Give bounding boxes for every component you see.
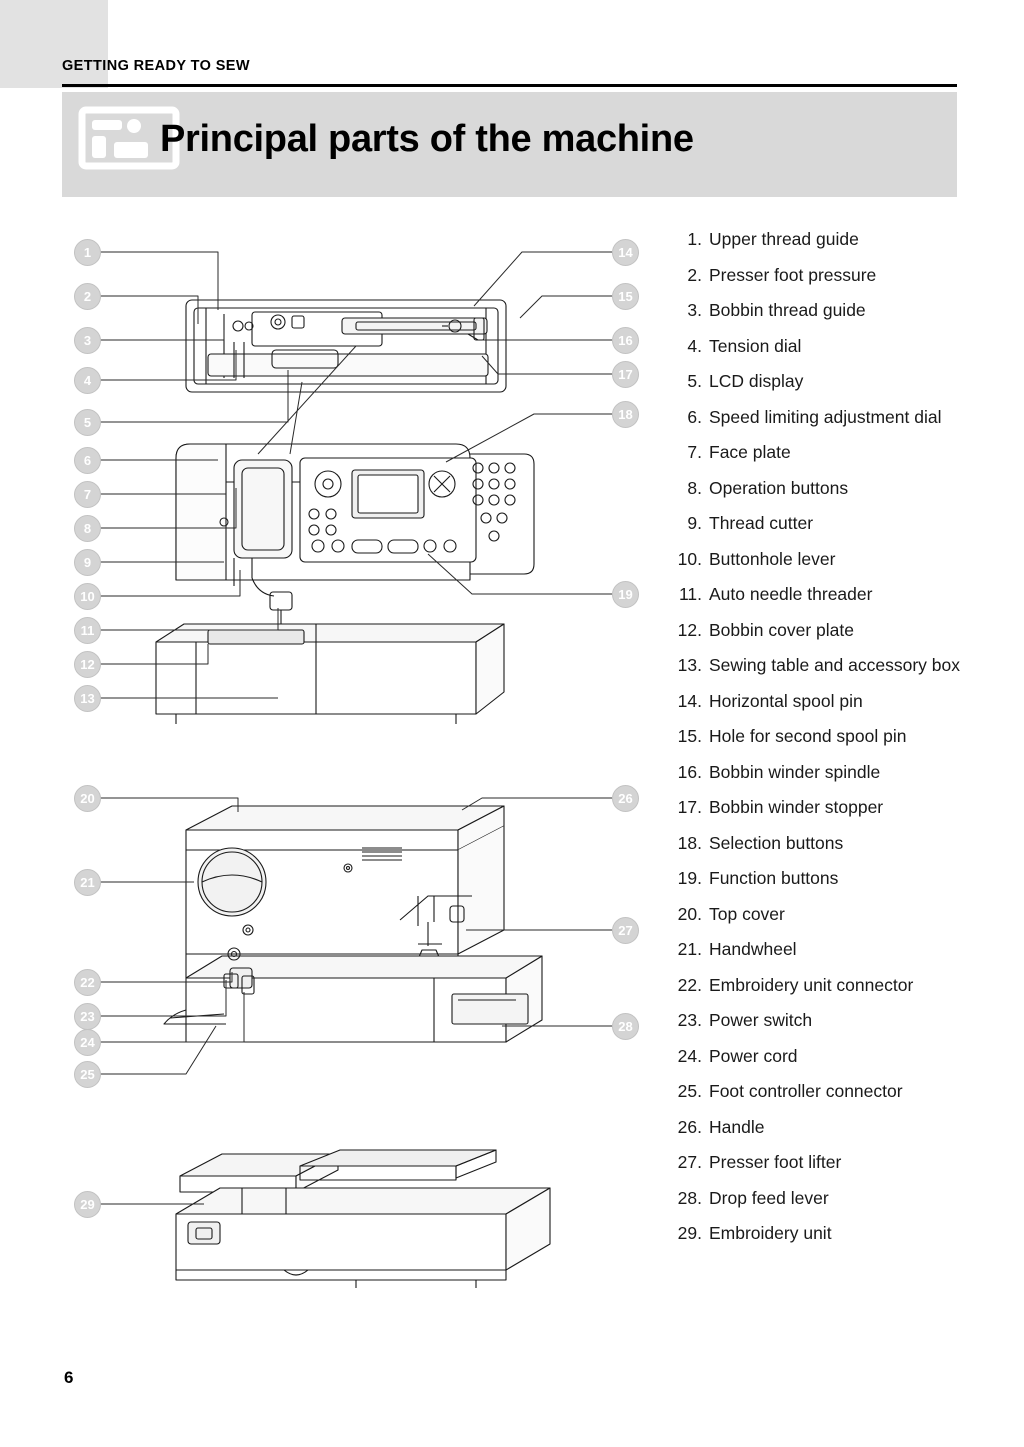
callout-3: 3 — [74, 327, 101, 354]
list-item-number: 4. — [687, 335, 702, 356]
list-item-label: Power switch — [709, 1010, 813, 1030]
list-item — [672, 406, 972, 429]
callout-27: 27 — [612, 917, 639, 944]
side-view-diagram — [56, 778, 656, 1128]
callout-21: 21 — [74, 869, 101, 896]
list-item-number: 23. — [677, 1010, 702, 1030]
list-item — [672, 1151, 972, 1174]
list-item-number: 11. — [678, 584, 702, 604]
list-item — [672, 761, 972, 784]
list-item — [672, 690, 972, 713]
list-item — [672, 477, 972, 500]
callout-24: 24 — [74, 1029, 101, 1056]
callout-8: 8 — [74, 515, 101, 542]
list-item-label: Upper thread guide — [709, 229, 859, 249]
list-item — [672, 441, 972, 464]
list-item-number: 12. — [677, 619, 702, 640]
list-item-number: 18. — [677, 832, 702, 853]
list-item-number: 22. — [677, 974, 702, 995]
callout-20: 20 — [74, 785, 101, 812]
list-item-label: Sewing table and accessory box — [709, 655, 960, 675]
list-item — [672, 1080, 972, 1103]
list-item — [672, 370, 972, 393]
list-item-number: 13. — [677, 655, 702, 675]
list-item-number: 10. — [677, 548, 702, 569]
parts-list — [672, 228, 972, 1258]
list-item — [672, 974, 972, 997]
callout-6: 6 — [74, 447, 101, 474]
list-item-label: Presser foot lifter — [709, 1152, 842, 1172]
list-item-number: 19. — [677, 868, 702, 888]
list-item-number: 8. — [687, 477, 702, 498]
list-item — [672, 796, 972, 819]
list-item — [672, 1187, 972, 1210]
callout-2: 2 — [74, 283, 101, 310]
list-item-number: 15. — [677, 726, 702, 746]
list-item-label: Bobbin thread guide — [709, 300, 866, 320]
list-item-label: Operation buttons — [709, 477, 849, 498]
list-item-number: 2. — [687, 264, 702, 285]
list-item-label: Thread cutter — [709, 513, 814, 533]
list-item — [672, 1222, 972, 1245]
list-item-number: 21. — [677, 939, 702, 959]
callout-23: 23 — [74, 1003, 101, 1030]
list-item — [672, 583, 972, 606]
callout-4: 4 — [74, 367, 101, 394]
list-item — [672, 903, 972, 926]
list-item — [672, 938, 972, 961]
list-item — [672, 1116, 972, 1139]
list-item-number: 1. — [687, 229, 702, 249]
list-item-label: Function buttons — [709, 868, 839, 888]
list-item — [672, 335, 972, 358]
callout-28: 28 — [612, 1013, 639, 1040]
list-item-number: 26. — [677, 1116, 702, 1137]
list-item-number: 28. — [677, 1187, 702, 1208]
list-item-label: Selection buttons — [709, 832, 844, 853]
page-number: 6 — [64, 1368, 74, 1387]
list-item-label: Speed limiting adjustment dial — [709, 406, 942, 427]
list-item-number: 25. — [677, 1081, 702, 1101]
callout-11: 11 — [74, 617, 101, 644]
list-item-label: Face plate — [709, 442, 791, 462]
front-view-diagram — [56, 222, 656, 742]
list-item-label: Top cover — [709, 903, 785, 924]
list-item-label: Bobbin winder stopper — [709, 797, 884, 817]
list-item — [672, 654, 972, 677]
list-item-label: Embroidery unit — [709, 1223, 832, 1243]
callout-9: 9 — [74, 549, 101, 576]
list-item-number: 24. — [677, 1045, 702, 1066]
callout-22: 22 — [74, 969, 101, 996]
list-item-number: 16. — [677, 761, 702, 782]
list-item-number: 5. — [687, 371, 702, 391]
callout-18: 18 — [612, 401, 639, 428]
list-item — [672, 832, 972, 855]
list-item-number: 27. — [677, 1152, 702, 1172]
callout-10: 10 — [74, 583, 101, 610]
list-item-label: LCD display — [709, 371, 804, 391]
header-divider — [62, 84, 957, 87]
list-item — [672, 725, 972, 748]
callout-12: 12 — [74, 651, 101, 678]
callout-26: 26 — [612, 785, 639, 812]
list-item-number: 29. — [677, 1223, 702, 1243]
list-item-label: Auto needle threader — [709, 584, 873, 604]
list-item — [672, 299, 972, 322]
list-item-label: Tension dial — [709, 335, 802, 356]
list-item — [672, 264, 972, 287]
list-item-label: Handle — [709, 1116, 765, 1137]
list-item-label: Bobbin cover plate — [709, 619, 854, 640]
callout-7: 7 — [74, 481, 101, 508]
callout-19: 19 — [612, 581, 639, 608]
list-item-label: Hole for second spool pin — [709, 726, 907, 746]
callout-17: 17 — [612, 361, 639, 388]
list-item-number: 20. — [677, 903, 702, 924]
list-item-number: 9. — [687, 513, 702, 533]
list-item-label: Drop feed lever — [709, 1187, 829, 1208]
embroidery-unit-diagram — [56, 1128, 656, 1328]
list-item — [672, 867, 972, 890]
callout-29: 29 — [74, 1191, 101, 1218]
list-item-number: 14. — [677, 690, 702, 711]
list-item — [672, 512, 972, 535]
callout-5: 5 — [74, 409, 101, 436]
callout-1: 1 — [74, 239, 101, 266]
section-header-label: GETTING READY TO SEW — [62, 58, 250, 74]
callout-25: 25 — [74, 1061, 101, 1088]
list-item — [672, 548, 972, 571]
list-item-label: Handwheel — [709, 939, 797, 959]
list-item-label: Embroidery unit connector — [709, 974, 914, 995]
list-item — [672, 1009, 972, 1032]
callout-16: 16 — [612, 327, 639, 354]
list-item-label: Bobbin winder spindle — [709, 761, 881, 782]
list-item-label: Presser foot pressure — [709, 264, 877, 285]
list-item — [672, 619, 972, 642]
corner-decoration — [0, 0, 108, 88]
list-item — [672, 1045, 972, 1068]
page-title: Principal parts of the machine — [160, 118, 694, 160]
list-item-number: 7. — [687, 442, 702, 462]
callout-13: 13 — [74, 685, 101, 712]
list-item-number: 3. — [687, 300, 702, 320]
callout-15: 15 — [612, 283, 639, 310]
list-item-number: 6. — [687, 406, 702, 427]
list-item-label: Foot controller connector — [709, 1081, 903, 1101]
list-item-number: 17. — [677, 797, 702, 817]
list-item — [672, 228, 972, 251]
list-item-label: Buttonhole lever — [709, 548, 836, 569]
list-item-label: Horizontal spool pin — [709, 690, 863, 711]
callout-14: 14 — [612, 239, 639, 266]
list-item-label: Power cord — [709, 1045, 798, 1066]
